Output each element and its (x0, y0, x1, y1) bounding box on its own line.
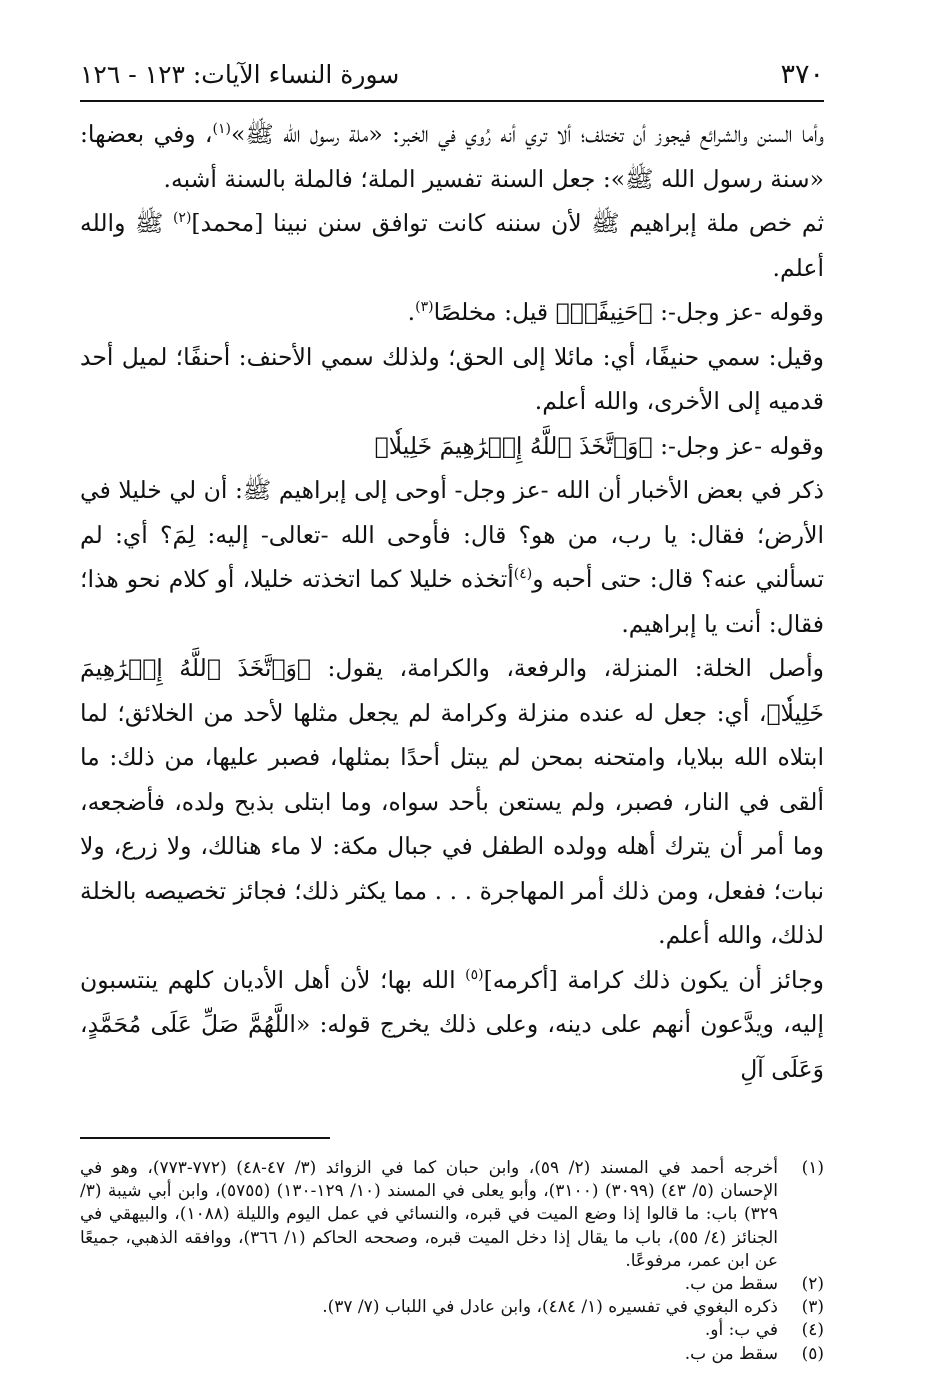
paragraph (80, 335, 824, 424)
footnote-text: في ب: أو. (704, 1320, 778, 1341)
footnote-ref: (٥) (465, 966, 484, 983)
footnote-number: (١) (801, 1158, 824, 1178)
quran-quote: ﴿وَٱتَّخَذَ ٱللَّهُ إِبۡرَٰهِيمَ خَلِيلٗا﴾ (80, 654, 824, 727)
text-run: وجائز أن يكون ذلك كرامة [أكرمه] (483, 965, 824, 994)
text-run: ثم خص ملة إبراهيم ﷺ لأن سننه كانت توافق سنن نبينا [محمد] (191, 209, 825, 237)
footnote-number: (٣) (801, 1297, 824, 1318)
page-header (80, 58, 824, 102)
paragraph (80, 646, 824, 958)
footnote-number: (٥) (801, 1343, 824, 1364)
text-run: وقوله -عز وجل-: (652, 298, 824, 326)
text-run: أتخذه خليلا كما اتخذته خليلا، أو كلام نحو هذا؛ فقال: أنت يا إبراهيم. (80, 565, 824, 638)
text-run: ﷺ والله أعلم. (80, 209, 824, 282)
footnote (80, 1296, 824, 1319)
text-run: . (407, 298, 416, 326)
text-run: وقيل: سمي حنيفًا، أي: مائلا إلى الحق؛ ولذلك سمي الأحنف: أحنفًا؛ لميل أحد قدميه إلى الأخرى، والله أعلم. (80, 342, 824, 415)
paragraph (80, 201, 824, 290)
quran-quote: ﴿وَٱتَّخَذَ ٱللَّهُ إِبۡرَٰهِيمَ خَلِيلٗا﴾ (374, 431, 653, 460)
text-run: وأصل الخلة: المنزلة، والرفعة، والكرامة، يقول: (311, 654, 824, 682)
footnote (80, 1273, 824, 1296)
footnote-number: (٢) (801, 1274, 824, 1295)
footnote-ref: (١) (212, 121, 231, 138)
footnote (80, 1157, 824, 1273)
paragraph (80, 290, 824, 335)
book-page (80, 58, 824, 1366)
paragraph (80, 958, 824, 1092)
text-run: ، أي: جعل له عنده منزلة وكرامة لم يجعل مثلها لأحد من الخلائق؛ لما ابتلاه الله ببلايا، وامتحنه بمحن لم يبتل أحدًا بمثلها، فصبر عليها، من ذلك: ما ألقى في النار، فصبر، ولم يستعن بأحد سواه، وما ابتلى بذبح ولده، فأضجعه، وما أمر أن يترك أهله وولده الطفل في جبال مكة: لا ماء هنالك، ولا زرع، ولا نبات؛ ففعل، ومن ذلك أمر المهاجرة . . . مما يكثر ذلك؛ فجائز تخصيصه بالخلة لذلك، والله أعلم. (80, 698, 824, 949)
footnote (80, 1319, 824, 1342)
footnote (80, 1343, 824, 1366)
footnote-text: سقط من ب. (684, 1343, 778, 1364)
text-run: الله بها؛ لأن أهل الأديان كلهم ينتسبون إليه، ويدَّعون أنهم على دينه، وعلى ذلك يخرج قوله: «اللَّهُمَّ صَلِّ عَلَى مُحَمَّدٍ، وَعَلَى آلِ (80, 965, 824, 1083)
main-text (80, 112, 824, 1091)
footnote-text: أخرجه أحمد في المسند (٢/ ٥٩)، وابن حبان كما في الزوائد (٣/ ٤٧-٤٨) (٧٧٢-٧٧٣)، وهو في الإحسان (٥/ ٤٣) (٣٠٩٩) (٣١٠٠)، وأبو يعلى في المسند (١٠/ ١٢٩-١٣٠) (٥٧٥٥)، وابن أبي شيبة (٣/ ٣٢٩) باب: ما قالوا إذا وضع الميت في قبره، والنسائي في عمل اليوم والليلة (١٠٨٨)، والبيهقي في الجنائز (٤/ ٥٥)، باب ما يقال إذا دخل الميت قبره، وصححه الحاكم (١/ ٣٦٦)، ووافقه الذهبي، جميعًا عن ابن عمر، مرفوعًا. (80, 1158, 778, 1271)
text-run: ذكر في بعض الأخبار أن الله -عز وجل- أوحى إلى إبراهيم ﷺ: أن لي خليلا في الأرض؛ فقال: يا رب، من هو؟ قال: فأوحى الله -تعالى- إليه: لِمَ؟ أي: لم تسألني عنه؟ قال: حتى أحبه و (80, 476, 824, 593)
footnote-separator (80, 1137, 330, 1139)
footnote-text: سقط من ب. (684, 1274, 778, 1295)
paragraph (80, 112, 824, 201)
text-run: ، وفي بعضها: «سنة رسول الله ﷺ»: جعل السنة تفسير الملة؛ فالملة بالسنة أشبه. (80, 120, 824, 193)
text-run: قيل: مخلصًا (433, 298, 556, 326)
paragraph (80, 424, 824, 469)
footnotes (80, 1157, 824, 1366)
quran-quote: ﴿حَنِيفًاۗ﴾ (555, 298, 653, 326)
footnote-text: ذكره البغوي في تفسيره (١/ ٤٨٤)، وابن عادل في اللباب (٧/ ٣٧). (322, 1297, 778, 1318)
text-run: وأما السنن والشرائع فيجوز أن تختلف؛ ألا تري أنه رُوي في الخبر: «ملة رسول الله ﷺ» (230, 120, 824, 148)
text-run: وقوله -عز وجل-: (652, 431, 824, 460)
paragraph (80, 468, 824, 646)
footnote-ref: (٣) (415, 299, 434, 316)
page-number: ٣٧٠ (780, 59, 824, 90)
footnote-ref: (٤) (513, 566, 533, 583)
footnote-number: (٤) (801, 1320, 824, 1341)
running-title: سورة النساء الآيات: ١٢٣ - ١٢٦ (80, 60, 400, 89)
footnote-ref: (٢) (172, 210, 192, 227)
